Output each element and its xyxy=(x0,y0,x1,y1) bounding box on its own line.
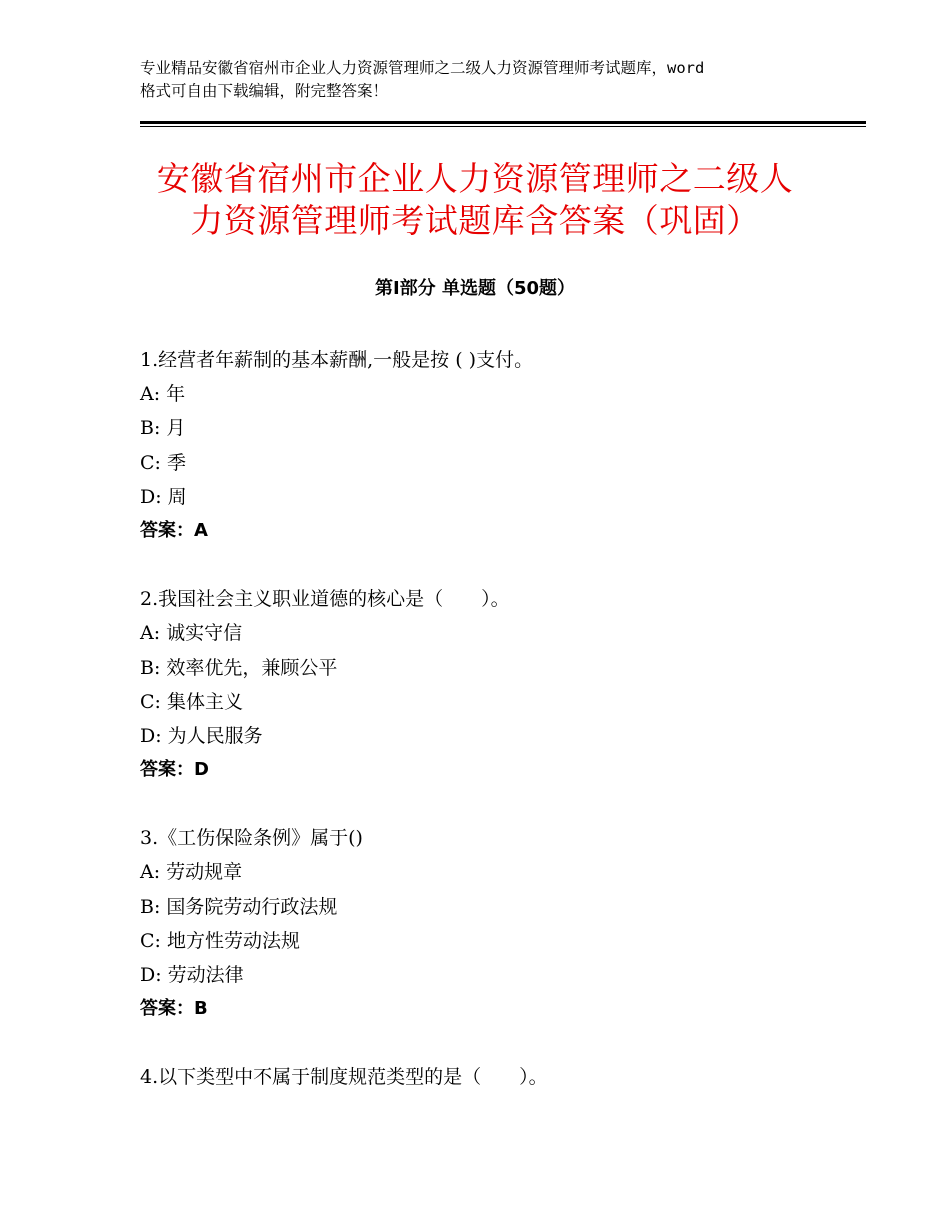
option-d: D: 周 xyxy=(140,485,187,508)
question-2 xyxy=(140,582,860,787)
question-stem: 4.以下类型中不属于制度规范类型的是（ ）。 xyxy=(140,1066,548,1089)
header-divider-thin xyxy=(140,126,866,127)
question-stem: 2.我国社会主义职业道德的核心是（ ）。 xyxy=(140,588,510,611)
answer: 答案：D xyxy=(140,759,209,781)
option-c: C: 季 xyxy=(140,451,186,474)
answer: 答案：A xyxy=(140,519,208,541)
question-4 xyxy=(140,1060,860,1094)
option-d: D: 劳动法律 xyxy=(140,964,244,986)
question-stem: 3.《工伤保险条例》属于() xyxy=(140,827,363,850)
option-b: B: 月 xyxy=(140,417,186,440)
title-line: 力资源管理师考试题库含答案（巩固） xyxy=(190,201,760,240)
option-a: A: 年 xyxy=(140,383,186,406)
header-divider xyxy=(140,121,866,124)
option-a: A: 劳动规章 xyxy=(140,861,243,884)
option-d: D: 为人民服务 xyxy=(140,724,263,747)
option-c: C: 集体主义 xyxy=(140,690,243,713)
header-note xyxy=(140,57,830,103)
document-title xyxy=(100,158,850,242)
question-list xyxy=(140,343,860,1129)
answer: 答案：B xyxy=(140,998,208,1020)
option-c: C: 地方性劳动法规 xyxy=(140,929,300,952)
section-heading: 第Ⅰ部分 单选题（50题） xyxy=(374,278,575,299)
option-a: A: 诚实守信 xyxy=(140,622,243,645)
question-1 xyxy=(140,343,860,548)
question-3 xyxy=(140,821,860,1026)
option-b: B: 效率优先，兼顾公平 xyxy=(140,656,338,679)
header-note-line: 格式可自由下载编辑，附完整答案！ xyxy=(140,82,389,100)
question-stem: 1.经营者年薪制的基本薪酬,一般是按 ( )支付。 xyxy=(140,349,534,371)
title-line: 安徽省宿州市企业人力资源管理师之二级人 xyxy=(156,159,794,198)
option-b: B: 国务院劳动行政法规 xyxy=(140,895,338,918)
header-note-line: 专业精品安徽省宿州市企业人力资源管理师之二级人力资源管理师考试题库，word xyxy=(140,59,705,77)
